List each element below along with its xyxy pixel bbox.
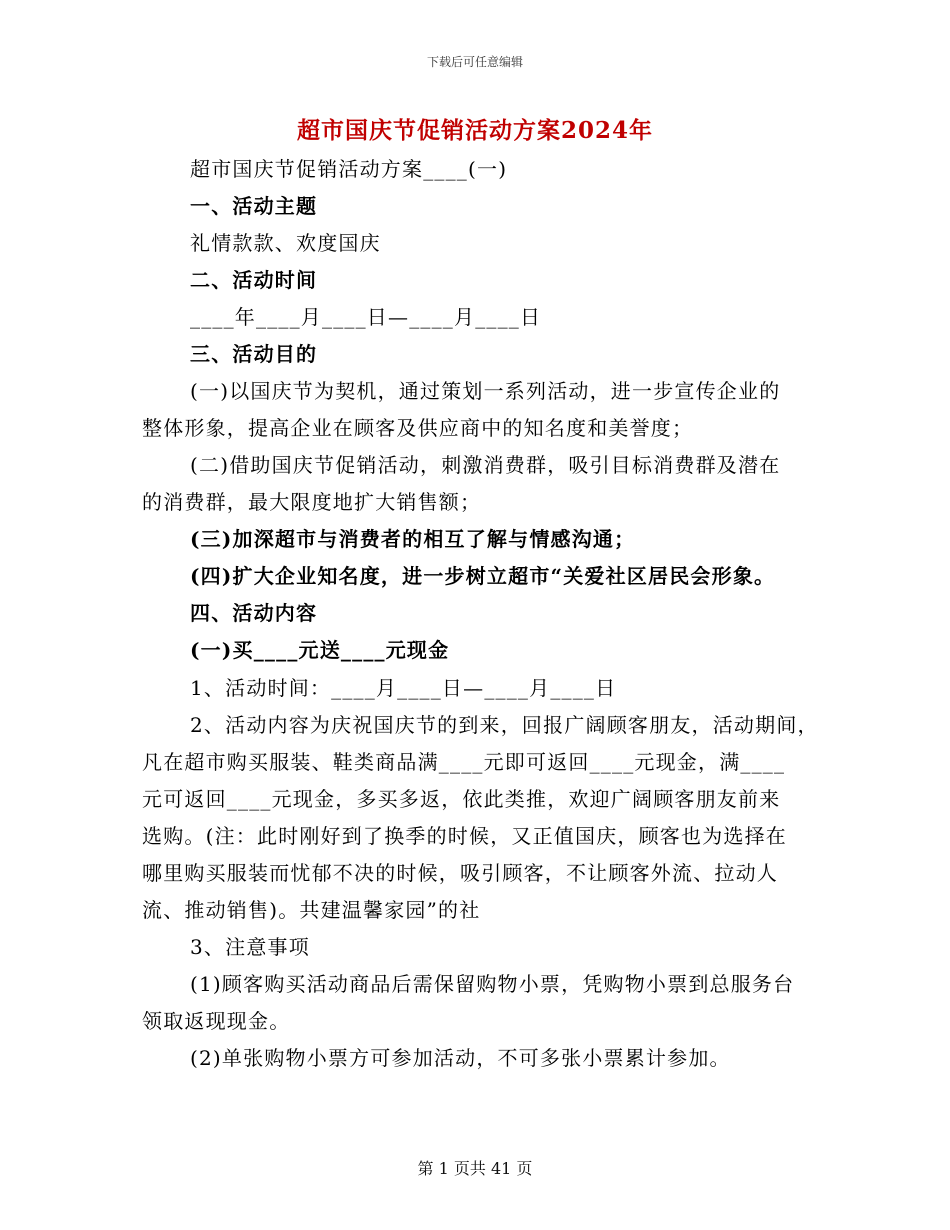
paragraph-line: 元可返回____元现金，多买多返，依此类推，欢迎广阔顾客朋友前来: [142, 787, 781, 811]
paragraph-line: (一)以国庆节为契机，通过策划一系列活动，进一步宣传企业的: [190, 379, 781, 403]
paragraph-line: 哪里购买服装而忧郁不决的时候，吸引顾客，不让顾客外流、拉动人: [142, 861, 778, 885]
paragraph-line: (四)扩大企业知名度，进一步树立超市“关爱社区居民会形象。: [190, 564, 776, 588]
section-heading: 一、活动主题: [190, 194, 318, 218]
paragraph-line: (1)顾客购买活动商品后需保留购物小票，凭购物小票到总服务台: [190, 972, 795, 996]
section-heading: 四、活动内容: [190, 601, 318, 625]
paragraph-line: 3、注意事项: [190, 935, 310, 959]
section-heading: 二、活动时间: [190, 268, 318, 292]
page-footer: 第 1 页共 41 页: [417, 1159, 533, 1178]
paragraph-line: 凡在超市购买服装、鞋类商品满____元即可返回____元现金，满____: [142, 750, 786, 774]
section-heading: 三、活动目的: [190, 342, 318, 366]
subtitle-line: 超市国庆节促销活动方案____(一): [190, 157, 508, 181]
paragraph-line: (二)借助国庆节促销活动，刺激消费群，吸引目标消费群及潜在: [190, 453, 781, 477]
paragraph-line: 礼情款款、欢度国庆: [190, 231, 381, 255]
page-header: 下载后可任意编辑: [426, 55, 523, 69]
paragraph-line: ____年____月____日—____月____日: [190, 305, 542, 329]
paragraph-line: 的消费群，最大限度地扩大销售额；: [142, 490, 482, 514]
subsection-heading: (一)买____元送____元现金: [190, 638, 450, 662]
paragraph-line: 2、活动内容为庆祝国庆节的到来，回报广阔顾客朋友，活动期间，: [190, 713, 819, 737]
paragraph-line: (2)单张购物小票方可参加活动，不可多张小票累计参加。: [190, 1046, 731, 1070]
paragraph-line: (三)加深超市与消费者的相互了解与情感沟通；: [190, 527, 636, 551]
paragraph-line: 流、推动销售)。共建温馨家园”的社: [142, 898, 481, 922]
paragraph-line: 整体形象，提高企业在顾客及供应商中的知名度和美誉度；: [142, 416, 694, 440]
paragraph-line: 1、活动时间：____月____日—____月____日: [190, 676, 617, 700]
paragraph-line: 领取返现现金。: [142, 1009, 291, 1033]
document-title: 超市国庆节促销活动方案2024年: [296, 117, 653, 144]
paragraph-line: 选购。(注：此时刚好到了换季的时候，又正值国庆，顾客也为选择在: [142, 824, 788, 848]
